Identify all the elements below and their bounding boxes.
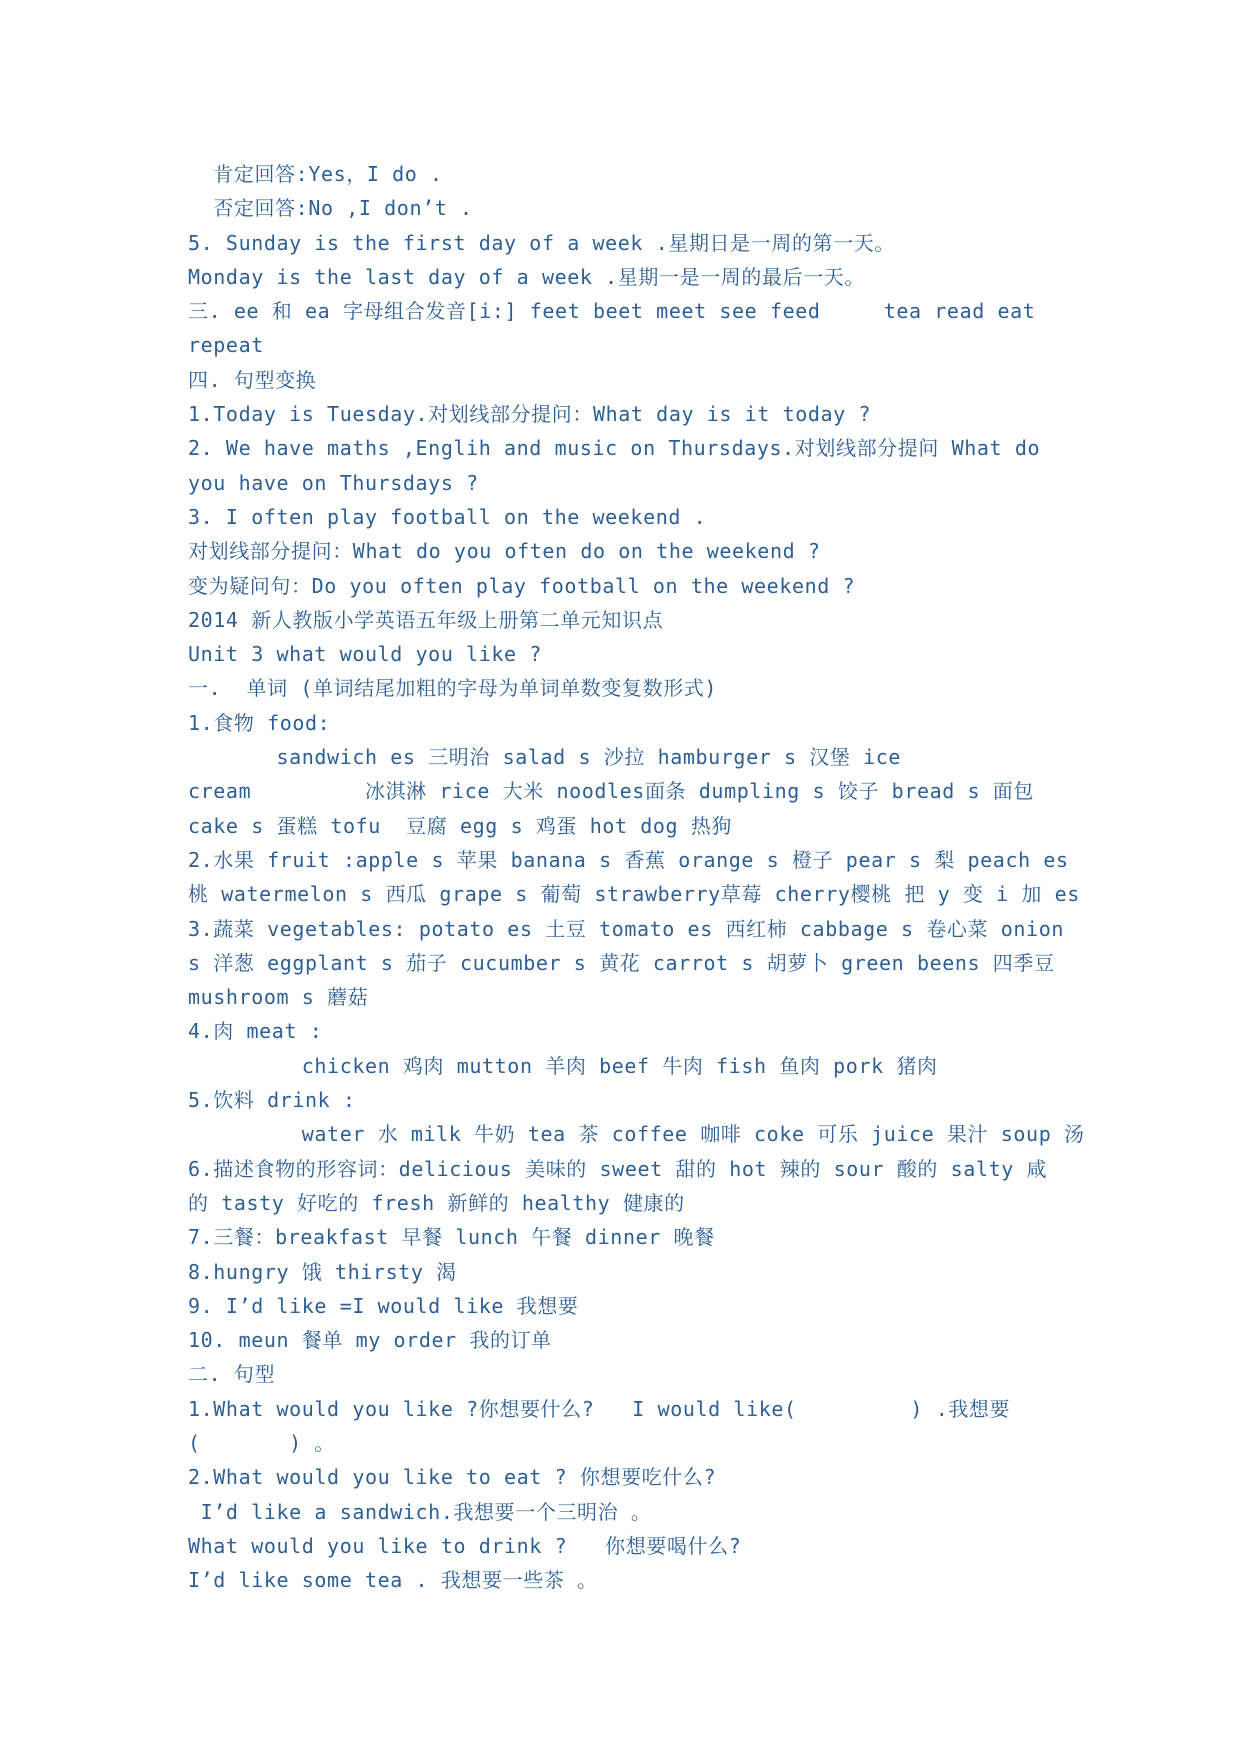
document-title: 2014 新人教版小学英语五年级上册第二单元知识点 (188, 607, 664, 632)
text-line: 8.hungry 饿 thirsty 渴 (188, 1259, 457, 1284)
text-line: 5.饮料 drink : (188, 1088, 356, 1113)
text-line: 1.What would you like ?你想要什么? I would like( ) .我想要 (188, 1396, 1011, 1421)
text-line: 三. ee 和 ea 字母组合发音[i:] feet beet meet see feed tea read eat (188, 299, 1036, 324)
text-line: 1.食物 food: (188, 710, 331, 735)
text-line: 1.Today is Tuesday.对划线部分提问：What day is it today ? (188, 402, 872, 427)
text-line: 否定回答:No ,I don’t . (188, 196, 473, 221)
text-line: 桃 watermelon s 西瓜 grape s 葡萄 strawberry草莓 cherry樱桃 把 y 变 i 加 es (188, 882, 1080, 907)
document-body (188, 157, 1088, 1597)
text-line: 肯定回答:Yes，I do . (188, 162, 443, 186)
text-line: s 洋葱 eggplant s 茄子 cucumber s 黄花 carrot s 胡萝卜 green beens 四季豆 (188, 950, 1055, 975)
text-line: 2.水果 fruit :apple s 苹果 banana s 香蕉 orange s 橙子 pear s 梨 peach es (188, 847, 1069, 872)
text-line: 7.三餐：breakfast 早餐 lunch 午餐 dinner 晚餐 (188, 1225, 715, 1250)
text-line: water 水 milk 牛奶 tea 茶 coffee 咖啡 coke 可乐 juice 果汁 soup 汤 (188, 1122, 1085, 1147)
text-line: ( ) 。 (188, 1430, 336, 1455)
text-line: repeat (188, 333, 264, 358)
text-line: mushroom s 蘑菇 (188, 985, 369, 1010)
text-line: 2. We have maths ,Englih and music on Thursdays.对划线部分提问 What do (188, 436, 1041, 461)
section-heading: 二. 句型 (188, 1362, 276, 1387)
text-line: 的 tasty 好吃的 fresh 新鲜的 healthy 健康的 (188, 1190, 685, 1215)
text-line: 变为疑问句：Do you often play football on the weekend ? (188, 573, 856, 598)
text-line: you have on Thursdays ? (188, 470, 479, 495)
section-heading: 四. 句型变换 (188, 367, 317, 392)
text-line: cream 冰淇淋 rice 大米 noodles面条 dumpling s 饺子 bread s 面包 (188, 779, 1035, 804)
text-line: sandwich es 三明治 salad s 沙拉 hamburger s 汉堡 ice (188, 745, 902, 770)
text-line: 对划线部分提问：What do you often do on the weekend ? (188, 539, 821, 564)
text-line: 4.肉 meat : (188, 1019, 323, 1044)
text-line: What would you like to drink ? 你想要喝什么? (188, 1533, 742, 1558)
text-line: 9. I’d like =I would like 我想要 (188, 1293, 579, 1318)
unit-title: Unit 3 what would you like ? (188, 642, 542, 667)
text-line: 10. meun 餐单 my order 我的订单 (188, 1328, 552, 1353)
text-line: 6.描述食物的形容词：delicious 美味的 sweet 甜的 hot 辣的 sour 酸的 salty 咸 (188, 1156, 1048, 1181)
text-line: Monday is the last day of a week .星期一是一周的最后一天。 (188, 264, 865, 289)
text-line: I’d like a sandwich.我想要一个三明治 。 (188, 1499, 652, 1524)
section-heading: 一. 单词 (单词结尾加粗的字母为单词单数变复数形式) (188, 676, 718, 701)
text-line: chicken 鸡肉 mutton 羊肉 beef 牛肉 fish 鱼肉 pork 猪肉 (188, 1053, 938, 1078)
text-line: 3.蔬菜 vegetables: potato es 土豆 tomato es 西红柿 cabbage s 卷心菜 onion (188, 916, 1064, 941)
text-line: 2.What would you like to eat ? 你想要吃什么? (188, 1465, 717, 1490)
text-line: cake s 蛋糕 tofu 豆腐 egg s 鸡蛋 hot dog 热狗 (188, 813, 733, 838)
text-line: 5. Sunday is the first day of a week .星期日是一周的第一天。 (188, 230, 895, 255)
text-line: 3. I often play football on the weekend . (188, 504, 707, 529)
text-line: I’d like some tea . 我想要一些茶 。 (188, 1568, 598, 1593)
